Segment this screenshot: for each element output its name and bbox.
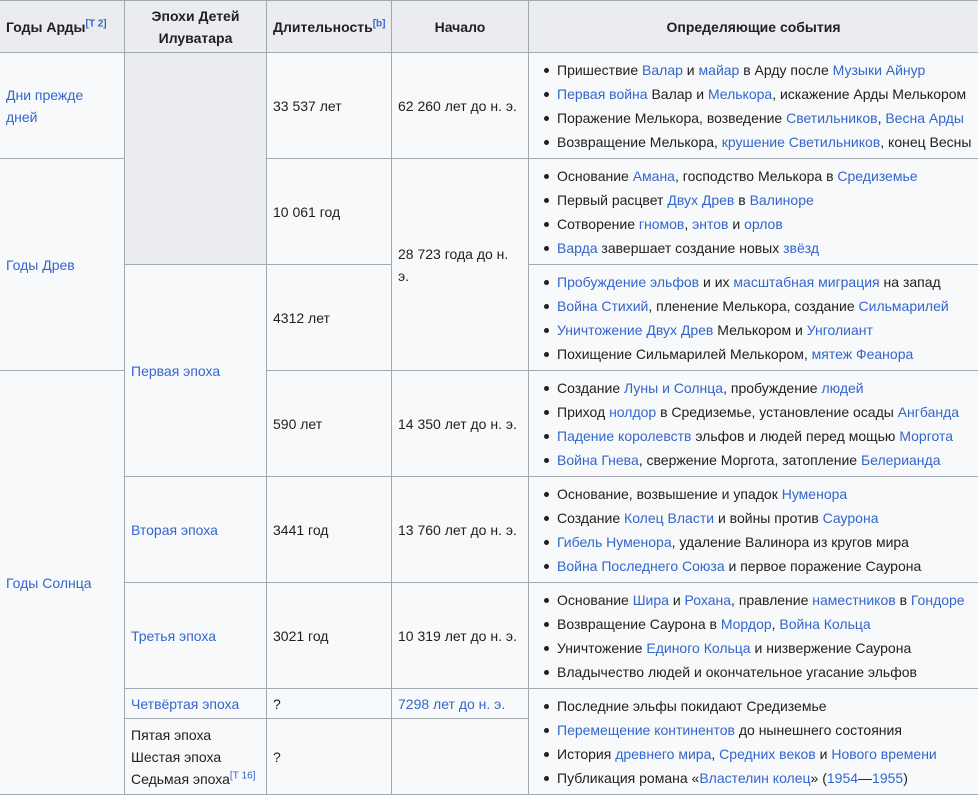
start-cell-empty	[392, 719, 529, 795]
event-text: Поражение Мелькора, возведение	[557, 110, 786, 126]
event-link[interactable]: Падение королевств	[557, 428, 691, 444]
event-link[interactable]: Первая война	[557, 86, 648, 102]
event-link[interactable]: Пробуждение эльфов	[557, 274, 699, 290]
event-text: ,	[684, 216, 692, 232]
event-link[interactable]: Гондоре	[911, 592, 965, 608]
event-link[interactable]: мятеж Феанора	[812, 346, 914, 362]
event-link[interactable]: звёзд	[783, 240, 819, 256]
event-item	[557, 554, 972, 578]
event-link[interactable]: Гибель Нуменора	[557, 534, 672, 550]
event-link[interactable]: Моргота	[899, 428, 953, 444]
duration-cell: 590 лет	[267, 371, 392, 477]
start-cell: 62 260 лет до н. э.	[392, 53, 529, 159]
event-link[interactable]: Шира	[633, 592, 669, 608]
event-link[interactable]: Унголиант	[807, 322, 873, 338]
event-link[interactable]: Саурона	[823, 510, 879, 526]
event-text: в Средиземье, установление осады	[656, 404, 898, 420]
events-cell	[529, 583, 978, 689]
event-link[interactable]: Средних веков	[719, 746, 816, 762]
event-link[interactable]: Весна Арды	[885, 110, 964, 126]
event-text: Основание	[557, 592, 633, 608]
duration-cell: 10 061 год	[267, 159, 392, 265]
events-cell	[529, 265, 978, 371]
event-item	[557, 294, 972, 318]
table-row	[0, 583, 978, 689]
event-text: —	[858, 770, 872, 786]
event-link[interactable]: Война Гнева	[557, 452, 639, 468]
event-text: Пришествие	[557, 62, 642, 78]
event-text: Последние эльфы покидают Средиземье	[557, 698, 827, 714]
event-text: » (	[811, 770, 827, 786]
header-duration: Длительность[b]	[267, 1, 392, 53]
event-link[interactable]: наместников	[812, 592, 895, 608]
epoch-sixth: Шестая эпоха	[131, 746, 260, 768]
event-text: , пленение Мелькора, создание	[648, 298, 858, 314]
events-cell	[529, 477, 978, 583]
event-link[interactable]: Двух Древ	[667, 192, 734, 208]
epoch-seventh: Седьмая эпоха[Т 16]	[131, 768, 260, 790]
event-text: в	[734, 192, 749, 208]
event-link[interactable]: Мордор	[721, 616, 772, 632]
start-cell: 28 723 года до н. э.	[392, 159, 529, 371]
events-list	[535, 482, 972, 578]
start-cell: 13 760 лет до н. э.	[392, 477, 529, 583]
event-link[interactable]: Средиземье	[837, 168, 917, 184]
event-item	[557, 506, 972, 530]
start-cell: 14 350 лет до н. э.	[392, 371, 529, 477]
link-days-before[interactable]: Дни прежде дней	[6, 87, 83, 125]
event-link[interactable]: Музыки Айнур	[833, 62, 926, 78]
events-list	[535, 694, 972, 790]
event-item	[557, 212, 972, 236]
event-item	[557, 636, 972, 660]
event-item	[557, 342, 972, 366]
event-text: ,	[711, 746, 719, 762]
event-text: эльфов и людей перед мощью	[691, 428, 899, 444]
event-text: Мелькором и	[713, 322, 806, 338]
event-text: Сотворение	[557, 216, 639, 232]
event-link[interactable]: Уничтожение Двух Древ	[557, 322, 713, 338]
event-text: в Арду после	[739, 62, 832, 78]
event-link[interactable]: энтов	[692, 216, 728, 232]
event-text: и	[729, 216, 745, 232]
event-link[interactable]: Колец Власти	[624, 510, 714, 526]
event-text: и	[816, 746, 832, 762]
table-row	[0, 53, 978, 159]
start-cell	[392, 689, 529, 719]
events-cell	[529, 689, 978, 795]
event-text: Возвращение Мелькора,	[557, 134, 722, 150]
events-cell	[529, 53, 978, 159]
event-link[interactable]: Война Стихий	[557, 298, 648, 314]
years-trees	[0, 159, 125, 371]
event-text: Основание, возвышение и упадок	[557, 486, 782, 502]
event-link[interactable]: Сильмарилей	[859, 298, 949, 314]
event-item	[557, 694, 972, 718]
event-item	[557, 270, 972, 294]
event-link[interactable]: Рохана	[685, 592, 732, 608]
events-list	[535, 588, 972, 684]
event-text: Уничтожение	[557, 640, 646, 656]
link-years-trees[interactable]: Годы Древ	[6, 257, 75, 273]
epoch-blank	[125, 53, 267, 265]
event-text: , свержение Моргота, затопление	[639, 452, 861, 468]
event-link[interactable]: масштабная миграция	[733, 274, 879, 290]
event-item	[557, 236, 972, 260]
event-link[interactable]: Варда	[557, 240, 598, 256]
epoch-fifth: Пятая эпоха	[131, 724, 260, 746]
link-fourth-age-start[interactable]: 7298 лет до н. э.	[398, 696, 505, 712]
event-text: , господство Мелькора в	[675, 168, 837, 184]
event-text: ,	[772, 616, 780, 632]
epoch-fourth	[125, 689, 267, 719]
event-text: , пробуждение	[723, 380, 821, 396]
ref-t2[interactable]: [Т 2]	[86, 18, 107, 29]
event-item	[557, 318, 972, 342]
event-link[interactable]: Властелин колец	[699, 770, 810, 786]
event-item	[557, 106, 972, 130]
ref-b[interactable]: [b]	[373, 18, 386, 29]
epoch-third	[125, 583, 267, 689]
event-link[interactable]: людей	[821, 380, 863, 396]
event-link[interactable]: Белерианда	[861, 452, 941, 468]
header-years: Годы Арды[Т 2]	[0, 1, 125, 53]
event-text: Публикация романа «	[557, 770, 699, 786]
events-cell	[529, 159, 978, 265]
event-item	[557, 742, 972, 766]
epoch-later	[125, 719, 267, 795]
header-events: Определяющие события	[529, 1, 978, 53]
event-item	[557, 130, 972, 154]
event-text: и низвержение Саурона	[751, 640, 912, 656]
event-text: Создание	[557, 380, 624, 396]
event-item	[557, 612, 972, 636]
duration-cell: 4312 лет	[267, 265, 392, 371]
events-cell	[529, 371, 978, 477]
event-text: до нынешнего состояния	[735, 722, 902, 738]
event-item	[557, 82, 972, 106]
event-link[interactable]: Нового времени	[831, 746, 936, 762]
event-item	[557, 482, 972, 506]
event-link[interactable]: Валиноре	[750, 192, 814, 208]
duration-cell: ?	[267, 689, 392, 719]
event-link[interactable]: нолдор	[609, 404, 656, 420]
event-text: )	[903, 770, 908, 786]
event-item	[557, 660, 972, 684]
event-link[interactable]: 1954	[827, 770, 858, 786]
link-years-sun[interactable]: Годы Солнца	[6, 575, 92, 591]
event-text: , правление	[731, 592, 812, 608]
event-item	[557, 448, 972, 472]
duration-cell: 3441 год	[267, 477, 392, 583]
link-second-age[interactable]: Вторая эпоха	[131, 522, 218, 538]
event-text: и	[669, 592, 685, 608]
event-link[interactable]: Луны и Солнца	[624, 380, 723, 396]
events-list	[535, 270, 972, 366]
event-link[interactable]: крушение Светильников	[722, 134, 880, 150]
event-text: , искажение Арды Мелькором	[772, 86, 966, 102]
event-text: , конец Весны	[880, 134, 971, 150]
events-list	[535, 58, 972, 154]
event-text: Основание	[557, 168, 633, 184]
header-start: Начало	[392, 1, 529, 53]
event-item	[557, 766, 972, 790]
event-text: ,	[878, 110, 886, 126]
event-text: Владычество людей и окончательное угасание эльфов	[557, 664, 917, 680]
event-item	[557, 588, 972, 612]
link-fourth-age[interactable]: Четвёртая эпоха	[131, 696, 239, 712]
event-text: и	[683, 62, 699, 78]
event-link[interactable]: Ангбанда	[898, 404, 959, 420]
duration-cell: 33 537 лет	[267, 53, 392, 159]
duration-cell: ?	[267, 719, 392, 795]
event-text: и войны против	[714, 510, 823, 526]
event-text: История	[557, 746, 615, 762]
event-link[interactable]: Мелькора	[708, 86, 772, 102]
event-text: в	[896, 592, 911, 608]
event-link[interactable]: Перемещение континентов	[557, 722, 735, 738]
event-text: Похищение Сильмарилей Мелькором,	[557, 346, 812, 362]
event-link[interactable]: Война Последнего Союза	[557, 558, 725, 574]
event-link[interactable]: Светильников	[786, 110, 877, 126]
events-list	[535, 164, 972, 260]
table-row	[0, 689, 978, 719]
years-sun	[0, 371, 125, 795]
event-item	[557, 164, 972, 188]
event-text: Возвращение Саурона в	[557, 616, 721, 632]
ref-t16[interactable]: [Т 16]	[230, 770, 256, 781]
event-item	[557, 400, 972, 424]
years-days-before	[0, 53, 125, 159]
event-link[interactable]: древнего мира	[615, 746, 711, 762]
event-text: и их	[699, 274, 733, 290]
event-text: Создание	[557, 510, 624, 526]
start-cell: 10 319 лет до н. э.	[392, 583, 529, 689]
header-row	[0, 1, 978, 53]
event-link[interactable]: майар	[699, 62, 740, 78]
event-item	[557, 424, 972, 448]
event-link[interactable]: Нуменора	[782, 486, 847, 502]
event-text: Первый расцвет	[557, 192, 667, 208]
event-item	[557, 188, 972, 212]
event-item	[557, 530, 972, 554]
event-item	[557, 376, 972, 400]
event-item	[557, 718, 972, 742]
table-row	[0, 477, 978, 583]
event-text: , удаление Валинора из кругов мира	[672, 534, 909, 550]
event-link[interactable]: Единого Кольца	[646, 640, 750, 656]
link-first-age[interactable]: Первая эпоха	[131, 363, 220, 379]
event-link[interactable]: гномов	[639, 216, 684, 232]
event-link[interactable]: Амана	[633, 168, 675, 184]
epoch-first	[125, 265, 267, 477]
events-list	[535, 376, 972, 472]
header-epochs: Эпохи Детей Илуватара	[125, 1, 267, 53]
event-item	[557, 58, 972, 82]
epoch-second	[125, 477, 267, 583]
event-text: на запад	[880, 274, 941, 290]
event-link[interactable]: орлов	[744, 216, 783, 232]
event-link[interactable]: Валар	[642, 62, 683, 78]
event-link[interactable]: Война Кольца	[779, 616, 870, 632]
event-text: Приход	[557, 404, 609, 420]
event-text: и первое поражение Саурона	[725, 558, 922, 574]
event-text: Валар и	[648, 86, 708, 102]
event-text: завершает создание новых	[598, 240, 784, 256]
duration-cell: 3021 год	[267, 583, 392, 689]
event-link[interactable]: 1955	[872, 770, 903, 786]
link-third-age[interactable]: Третья эпоха	[131, 628, 216, 644]
